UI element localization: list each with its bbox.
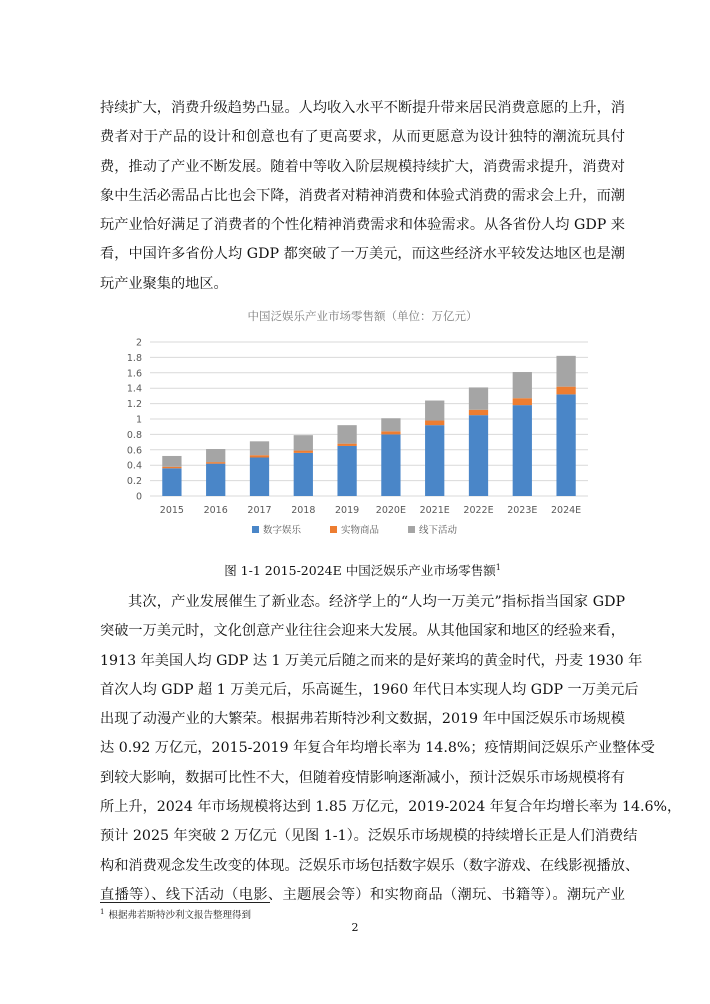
text-line: 到较大影响，数据可比性不大，但随着疫情影响逐渐减小，预计泛娱乐市场规模将有 [100,769,625,786]
x-tick-label: 2017 [247,505,272,516]
bar-segment [469,415,488,496]
text-line: 其次，产业发展催生了新业态。经济学上的“人均一万美元”指标指当国家 GDP [128,594,625,610]
x-tick-label: 2016 [203,505,228,516]
footnote-ref: 1 [495,562,501,572]
x-tick-label: 2024E [551,505,582,516]
bar-segment [206,462,225,464]
bar-segment [206,464,225,496]
legend-label: 线下活动 [419,525,458,536]
text-line: 费，推动了产业不断发展。随着中等收入阶层规模持续扩大，消费需求提升，消费对 [100,158,625,175]
text-line: 预计 2025 年突破 2 万亿元（见图 1-1）。泛娱乐市场规模的持续增长正是人们消费结 [100,828,638,845]
legend-swatch [252,526,259,533]
text-line: 看，中国许多省份人均 GDP 都突破了一万美元，而这些经济水平较发达地区也是潮 [100,246,625,263]
figure-caption-text: 图 1-1 2015-2024E 中国泛娱乐产业市场零售额 [224,563,496,578]
bar-segment [513,372,532,398]
bar-segment [294,453,313,496]
text-line: 玩产业恰好满足了消费者的个性化精神消费需求和体验需求。从各省份人均 GDP 来 [100,217,625,234]
footnote-divider [100,902,270,903]
bar-segment [381,418,400,431]
bar-segment [337,446,356,496]
y-tick-label: 0.4 [126,460,142,472]
text-line: 直播等）、线下活动（电影、主题展会等）和实物商品（潮玩、书籍等）。潮玩产业 [100,886,625,903]
body-paragraph-2 [100,588,682,910]
y-tick-label: 1 [135,414,142,426]
text-line: 达 0.92 万亿元，2015-2019 年复合年均增长率为 14.8%；疫情期间泛娱乐产业整体受 [100,740,655,757]
bar-chart [118,330,598,550]
chart-title: 中国泛娱乐产业市场零售额（单位：万亿元） [247,309,478,323]
x-tick-label: 2023E [507,505,538,516]
text-line: 出现了动漫产业的大繁荣。根据弗若斯特沙利文数据，2019 年中国泛娱乐市场规模 [100,711,625,728]
x-tick-label: 2020E [375,505,406,516]
y-tick-label: 2 [135,337,142,349]
x-tick-label: 2021E [419,505,450,516]
bar-segment [469,387,488,409]
bar-segment [425,421,444,426]
bar-segment [337,444,356,446]
legend-swatch [330,526,337,533]
bar-segment [513,398,532,405]
legend-swatch [408,526,415,533]
text-line: 首次人均 GDP 超 1 万美元后，乐高诞生，1960 年代日本实现人均 GDP 一万美元后 [100,681,639,698]
bar-segment [381,434,400,496]
bar-segment [294,435,313,450]
bar-segment [425,425,444,496]
footnote [100,907,251,921]
bar-segment [250,455,269,457]
y-tick-label: 0.2 [126,476,142,488]
bar-segment [425,401,444,421]
y-tick-label: 1.4 [126,383,142,395]
bar-segment [381,431,400,434]
bar-segment [337,425,356,443]
bar-segment [250,441,269,455]
y-tick-label: 0.6 [126,445,142,457]
page-number: 2 [351,921,359,934]
text-line: 象中生活必需品占比也会下降，消费者对精神消费和体验式消费的需求会上升，而潮 [100,187,625,204]
y-tick-label: 1.2 [126,399,142,411]
footnote-text: 根据弗若斯特沙利文报告整理得到 [108,910,251,921]
x-tick-label: 2015 [159,505,184,516]
bar-segment [556,387,575,395]
x-tick-label: 2019 [335,505,360,516]
bar-segment [206,449,225,462]
bar-segment [250,458,269,497]
legend-label: 数字娱乐 [263,525,302,536]
x-tick-label: 2018 [291,505,316,516]
footnote-mark: 1 [100,907,105,916]
x-tick-label: 2022E [463,505,494,516]
text-line: 构和消费观念发生改变的体现。泛娱乐市场包括数字娱乐（数字游戏、在线影视播放、 [100,857,640,874]
bar-segment [162,456,181,467]
bar-segment [556,394,575,496]
text-line: 费者对于产品的设计和创意也有了更高要求，从而更愿意为设计独特的潮流玩具付 [100,129,625,146]
y-tick-label: 1.8 [126,352,142,364]
legend-label: 实物商品 [341,525,380,536]
bar-segment [556,356,575,387]
bar-segment [469,410,488,415]
text-line: 持续扩大，消费升级趋势凸显。人均收入水平不断提升带来居民消费意愿的上升，消 [100,100,625,116]
text-line: 所上升，2024 年市场规模将达到 1.85 万亿元，2019-2024 年复合年均增长率为 14.6%， [100,799,682,816]
text-line: 玩产业聚集的地区。 [100,275,228,292]
y-tick-label: 1.6 [126,368,142,380]
bar-segment [294,451,313,453]
bar-segment [162,467,181,469]
y-tick-label: 0.8 [126,429,142,441]
text-line: 1913 年美国人均 GDP 达 1 万美元后随之而来的是好莱坞的黄金时代，丹麦 1930 年 [100,652,643,669]
body-paragraph-1 [100,94,625,299]
y-tick-label: 0 [135,491,142,503]
bar-segment [162,468,181,496]
bar-segment [513,405,532,496]
figure-caption [100,561,625,579]
text-line: 突破一万美元时，文化创意产业往往会迎来大发展。从其他国家和地区的经验来看， [100,623,625,640]
